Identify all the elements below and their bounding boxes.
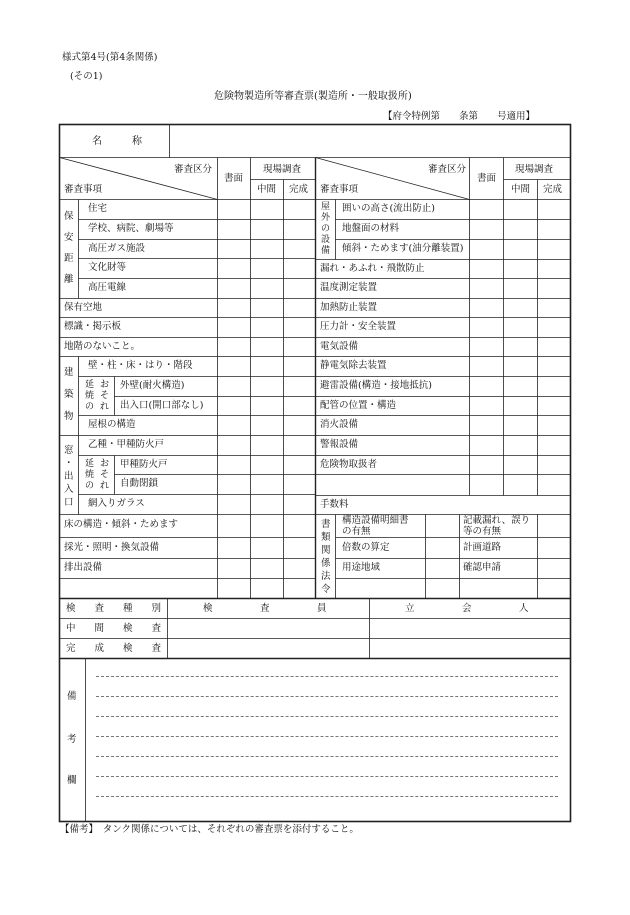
okugai-char-5: 備: [321, 246, 331, 256]
item-koushu: 甲種防火戸: [120, 459, 168, 470]
name-label-2: 称: [132, 136, 142, 147]
item-kanetsu: 加熱防止装置: [320, 302, 378, 313]
item-gaiheki: 外壁(耐火構造): [120, 380, 185, 391]
item-jido-heisa: 自動閉鎖: [120, 478, 159, 489]
inspection-chukan: 中 間 検 査: [66, 623, 162, 634]
kenchikubutsu-char-2: 築: [64, 389, 74, 400]
mado-char-2: ・: [64, 458, 74, 469]
remarks-line-7[interactable]: [96, 796, 558, 797]
inspection-kansei: 完 成 検 査: [66, 643, 162, 654]
item-ondo: 温度測定装置: [320, 282, 378, 293]
item-kakunin: 確認申請: [463, 562, 502, 573]
shorui-char-5: 法: [321, 571, 331, 582]
item-hyoshiki: 標識・掲示板: [64, 321, 122, 332]
kenchikubutsu-char-1: 建: [64, 367, 74, 378]
shorui-char-4: 係: [321, 558, 331, 569]
item-gakko: 学校、病院、劇場等: [88, 223, 174, 234]
item-tesuryo: 手数料: [320, 499, 349, 510]
enshou-b-r2: そ: [100, 470, 110, 480]
item-kisai-2: 等の有無: [463, 526, 502, 537]
okugai-char-2: 外: [321, 213, 331, 223]
item-yane: 屋根の構造: [88, 419, 136, 430]
item-kouatsu-densen: 高圧電線: [88, 282, 127, 293]
left-shomen: 書面: [224, 173, 244, 184]
item-jiban: 地盤面の材料: [342, 223, 400, 234]
item-jutaku: 住宅: [88, 203, 108, 214]
inspection-witness-header: 立 会 人: [405, 603, 529, 614]
item-kabe: 壁・柱・床・はり・階段: [88, 360, 193, 371]
enshou-b-l3: の: [85, 481, 95, 491]
enshou-b-l1: 延: [85, 459, 95, 469]
remarks-line-2[interactable]: [96, 696, 558, 697]
name-field[interactable]: [172, 127, 567, 155]
right-shomen: 書面: [477, 173, 497, 184]
item-baisu: 倍数の算定: [342, 542, 390, 553]
enshou-a-l1: 延: [85, 380, 95, 390]
item-haikan: 配管の位置・構造: [320, 400, 397, 411]
left-shinsa-kubun: 審査区分: [174, 164, 213, 175]
item-keikaku: 計画道路: [463, 542, 502, 553]
enshou-b-r1: お: [100, 459, 110, 469]
part-number: (その1): [70, 71, 103, 82]
hoan-kyori-char-3: 距: [64, 253, 74, 264]
item-hirai: 避雷設備(構造・接地抵抗): [320, 380, 432, 391]
kenchikubutsu-char-3: 物: [64, 411, 74, 422]
remarks-char-3: 欄: [67, 775, 77, 786]
right-shinsa-kubun: 審査区分: [428, 164, 467, 175]
shorui-char-2: 類: [321, 532, 331, 543]
item-denki: 電気設備: [320, 341, 359, 352]
hoan-kyori-char-4: 離: [64, 274, 74, 285]
okugai-char-3: の: [321, 224, 331, 234]
item-kakoi: 囲いの高さ(流出防止): [342, 203, 435, 214]
inspection-kind-header: 検 査 種 別: [66, 603, 162, 614]
item-bunkazai: 文化財等: [88, 262, 127, 273]
inspection-inspector-header: 検 査 員: [203, 603, 327, 614]
remarks-line-6[interactable]: [96, 776, 558, 777]
item-atsuryoku: 圧力計・安全装置: [320, 321, 397, 332]
mado-char-1: 窓: [64, 445, 74, 456]
item-more: 漏れ・あふれ・飛散防止: [320, 263, 425, 274]
item-meisai-2: の有無: [342, 526, 371, 537]
remarks-line-4[interactable]: [96, 736, 558, 737]
okugai-char-1: 屋: [321, 202, 331, 212]
item-hoyu-kuchi: 保有空地: [64, 302, 103, 313]
item-toriatsukai: 危険物取扱者: [320, 459, 378, 470]
left-genba-chosa: 現場調査: [263, 164, 302, 175]
item-chikai: 地階のないこと。: [64, 341, 141, 352]
item-amiiri: 網入りガラス: [88, 498, 145, 509]
shorui-char-1: 書: [321, 519, 331, 530]
enshou-b-l2: 焼: [85, 470, 95, 480]
item-haishutsu: 排出設備: [64, 562, 103, 573]
item-seidenki: 静電気除去装置: [320, 360, 387, 371]
item-yuka: 床の構造・傾斜・ためます: [64, 519, 179, 530]
enshou-a-l3: の: [85, 402, 95, 412]
item-keiho: 警報設備: [320, 439, 359, 450]
name-label-1: 名: [92, 136, 102, 147]
remarks-line-3[interactable]: [96, 716, 558, 717]
remarks-line-1[interactable]: [96, 676, 558, 677]
right-kansei: 完成: [543, 184, 563, 195]
right-genba-chosa: 現場調査: [515, 164, 554, 175]
item-yoto: 用途地域: [342, 562, 381, 573]
ordinance-note: 【府令特例第 条第 号適用】: [383, 111, 536, 122]
item-kisai-1: 記載漏れ、誤り: [463, 515, 531, 526]
mado-char-5: 口: [64, 497, 74, 508]
remarks-char-1: 備: [67, 691, 77, 702]
enshou-a-l2: 焼: [85, 391, 95, 401]
page-title: 危険物製造所等審査票(製造所・一般取扱所): [214, 91, 412, 102]
left-chukan: 中間: [257, 184, 277, 195]
enshou-a-r2: そ: [100, 391, 110, 401]
hoan-kyori-char-2: 安: [64, 232, 74, 243]
enshou-b-r3: れ: [100, 481, 110, 491]
left-shinsa-jiko: 審査事項: [64, 184, 103, 195]
shorui-char-6: 令: [321, 584, 331, 595]
item-deiriguchi: 出入口(開口部なし): [120, 400, 204, 411]
left-kansei: 完成: [289, 184, 309, 195]
item-kouatsu-gas: 高圧ガス施設: [88, 243, 146, 254]
item-shouka: 消火設備: [320, 419, 359, 430]
mado-char-3: 出: [64, 471, 74, 482]
remarks-line-5[interactable]: [96, 756, 558, 757]
hoan-kyori-char-1: 保: [64, 211, 74, 222]
form-number: 様式第4号(第4条関係): [62, 52, 158, 63]
footnote: 【備考】 タンク関係については、それぞれの審査票を添付すること。: [60, 824, 359, 835]
remarks-char-2: 考: [67, 734, 77, 745]
right-shinsa-jiko: 審査事項: [320, 184, 359, 195]
item-saiko: 採光・照明・換気設備: [64, 542, 160, 553]
okugai-char-4: 設: [321, 235, 331, 245]
item-meisai-1: 構造設備明細書: [342, 515, 409, 526]
right-chukan: 中間: [511, 184, 531, 195]
item-keisha: 傾斜・ためます(油分離装置): [342, 243, 464, 254]
item-otsushu: 乙種・甲種防火戸: [88, 439, 165, 450]
mado-char-4: 入: [64, 484, 74, 495]
shorui-char-3: 関: [321, 545, 331, 556]
enshou-a-r1: お: [100, 380, 110, 390]
enshou-a-r3: れ: [100, 402, 110, 412]
